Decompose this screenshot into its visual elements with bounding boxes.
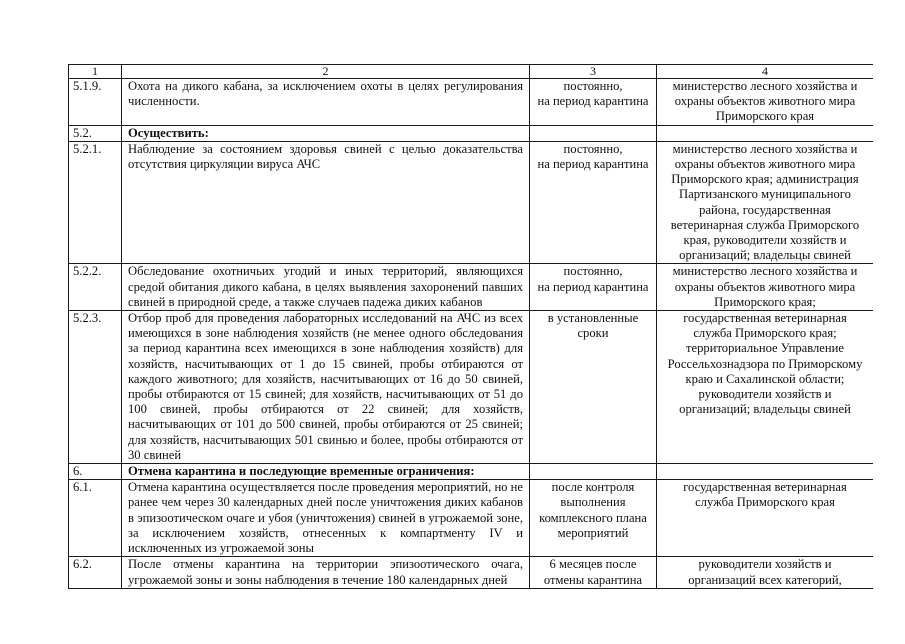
deadline-line: сроки (577, 326, 609, 341)
responsible-line: краю и Сахалинской области; (685, 371, 845, 386)
responsible-line: государственная ветеринарная (683, 480, 847, 495)
measure-text: Отбор проб для проведения лабораторных исследований на АЧС из всех имеющихся в зоне наблюдения хозяйств (не менее одного обследования за период карантина всех имеющихся в зоне наблюдения хозяйств) для хозяйств, насчитывающих от 1 до 15 свиней, пробы отбираются от каждого животного; для хозяйств, насчитывающих от 16 до 50 свиней, пробы отбираются от 15 свиней; для хозяйств, насчитывающих от 51 до 100 свиней, пробы отбираются от 22 свиней; для хозяйств, насчитывающих от 101 до 500 свиней, пробы отбираются от 25 свиней; для хозяйств, насчитывающих 501 свинью и более, пробы отбираются от 30 свиней (122, 311, 530, 464)
responsible-line: министерство лесного хозяйства и (672, 79, 858, 93)
item-number: 5.2. (69, 125, 122, 141)
measure-text: После отмены карантина на территории эпизоотического очага, угрожаемой зоны и зоны наблюдения в течение 180 календарных дней (122, 557, 530, 588)
column-number: 4 (657, 65, 874, 79)
responsible-line: территориальное Управление (686, 341, 844, 356)
deadline-line: мероприятий (557, 525, 629, 540)
section-heading: Осуществить: (122, 125, 530, 141)
responsible-line: организаций всех категорий, (688, 572, 842, 587)
column-number-row (69, 65, 874, 79)
responsible-line: Приморского края; администрация (671, 172, 859, 187)
table-row (69, 79, 874, 126)
responsible-line: охраны объектов животного мира (674, 94, 856, 109)
deadline-line: выполнения (560, 495, 626, 510)
table-row (69, 311, 874, 464)
responsible-line: края, руководители хозяйств и (683, 233, 847, 248)
responsible-line: организаций; владельцы свиней (679, 402, 851, 417)
responsible-line: служба Приморского края; (693, 326, 837, 341)
deadline-cell (530, 311, 657, 464)
item-number: 6.1. (69, 480, 122, 557)
item-number: 6. (69, 464, 122, 480)
item-number: 5.1.9. (69, 79, 122, 126)
responsible-cell (657, 79, 874, 126)
responsible-line: ветеринарная служба Приморского (670, 217, 860, 232)
responsible-line: Приморского края (715, 109, 815, 124)
responsible-cell (657, 311, 874, 464)
responsible-line: служба Приморского края (695, 495, 835, 510)
deadline-line: 6 месяцев после (549, 557, 637, 572)
deadline-cell (530, 125, 657, 141)
item-number: 5.2.1. (69, 141, 122, 264)
deadline-line: после контроля (551, 480, 635, 495)
table-row (69, 125, 874, 141)
responsible-line: организаций; владельцы свиней (679, 248, 851, 263)
item-number: 5.2.2. (69, 264, 122, 311)
responsible-line: государственная ветеринарная (683, 311, 847, 326)
measure-text: Отмена карантина осуществляется после проведения мероприятий, но не ранее чем через 30 календарных дней после уничтожения диких кабанов в эпизоотическом очаге и убоя (уничтожения) свиней в угрожаемой зоне, за исключением хозяйств, отнесенных к компартменту IV и исключенных из угрожаемой зоны (122, 480, 530, 557)
table-row (69, 557, 874, 588)
measure-text: Охота на дикого кабана, за исключением охоты в целях регулирования численности. (122, 79, 530, 126)
section-heading: Отмена карантина и последующие временные ограничения: (122, 464, 530, 480)
deadline-line: на период карантина (537, 279, 649, 294)
table-row (69, 480, 874, 557)
responsible-cell (657, 141, 874, 264)
responsible-cell (657, 480, 874, 557)
column-number: 3 (530, 65, 657, 79)
table-row (69, 464, 874, 480)
responsible-line: руководители хозяйств и (698, 387, 832, 402)
responsible-line: охраны объектов животного мира (674, 279, 856, 294)
deadline-line: в установленные (547, 311, 639, 326)
deadline-cell (530, 557, 657, 588)
column-number: 2 (122, 65, 530, 79)
deadline-line: на период карантина (537, 94, 649, 109)
responsible-line: министерство лесного хозяйства и (672, 264, 858, 279)
column-number: 1 (69, 65, 122, 79)
measure-text: Обследование охотничьих угодий и иных территорий, являющихся средой обитания дикого кабана, в целях выявления захоронений павших свиней в природной среде, а также случаев падежа диких кабанов (122, 264, 530, 311)
responsible-line: охраны объектов животного мира (674, 157, 856, 172)
table-row (69, 264, 874, 311)
responsible-line: Россельхознадзора по Приморскому (667, 356, 863, 371)
deadline-line: постоянно, (563, 264, 623, 279)
responsible-line: руководители хозяйств и (698, 557, 832, 572)
deadline-cell (530, 464, 657, 480)
deadline-cell (530, 79, 657, 126)
responsible-cell (657, 264, 874, 311)
responsible-line: министерство лесного хозяйства и (672, 141, 858, 156)
responsible-cell (657, 464, 874, 480)
responsible-cell (657, 557, 874, 588)
deadline-cell (530, 480, 657, 557)
deadline-line: комплексного плана (539, 510, 647, 525)
deadline-line: отмены карантина (543, 572, 643, 587)
deadline-cell (530, 141, 657, 264)
responsible-line: района, государственная (699, 202, 831, 217)
measures-table (68, 64, 873, 589)
item-number: 6.2. (69, 557, 122, 588)
deadline-line: постоянно, (563, 79, 623, 93)
deadline-cell (530, 264, 657, 311)
deadline-line: на период карантина (537, 157, 649, 172)
document-page (68, 64, 873, 644)
responsible-cell (657, 125, 874, 141)
item-number: 5.2.3. (69, 311, 122, 464)
measure-text: Наблюдение за состоянием здоровья свиней с целью доказательства отсутствия циркуляции вируса АЧС (122, 141, 530, 264)
responsible-line: Партизанского муниципального (679, 187, 851, 202)
deadline-line: постоянно, (563, 141, 623, 156)
table-row (69, 141, 874, 264)
responsible-line: Приморского края; (714, 294, 816, 309)
